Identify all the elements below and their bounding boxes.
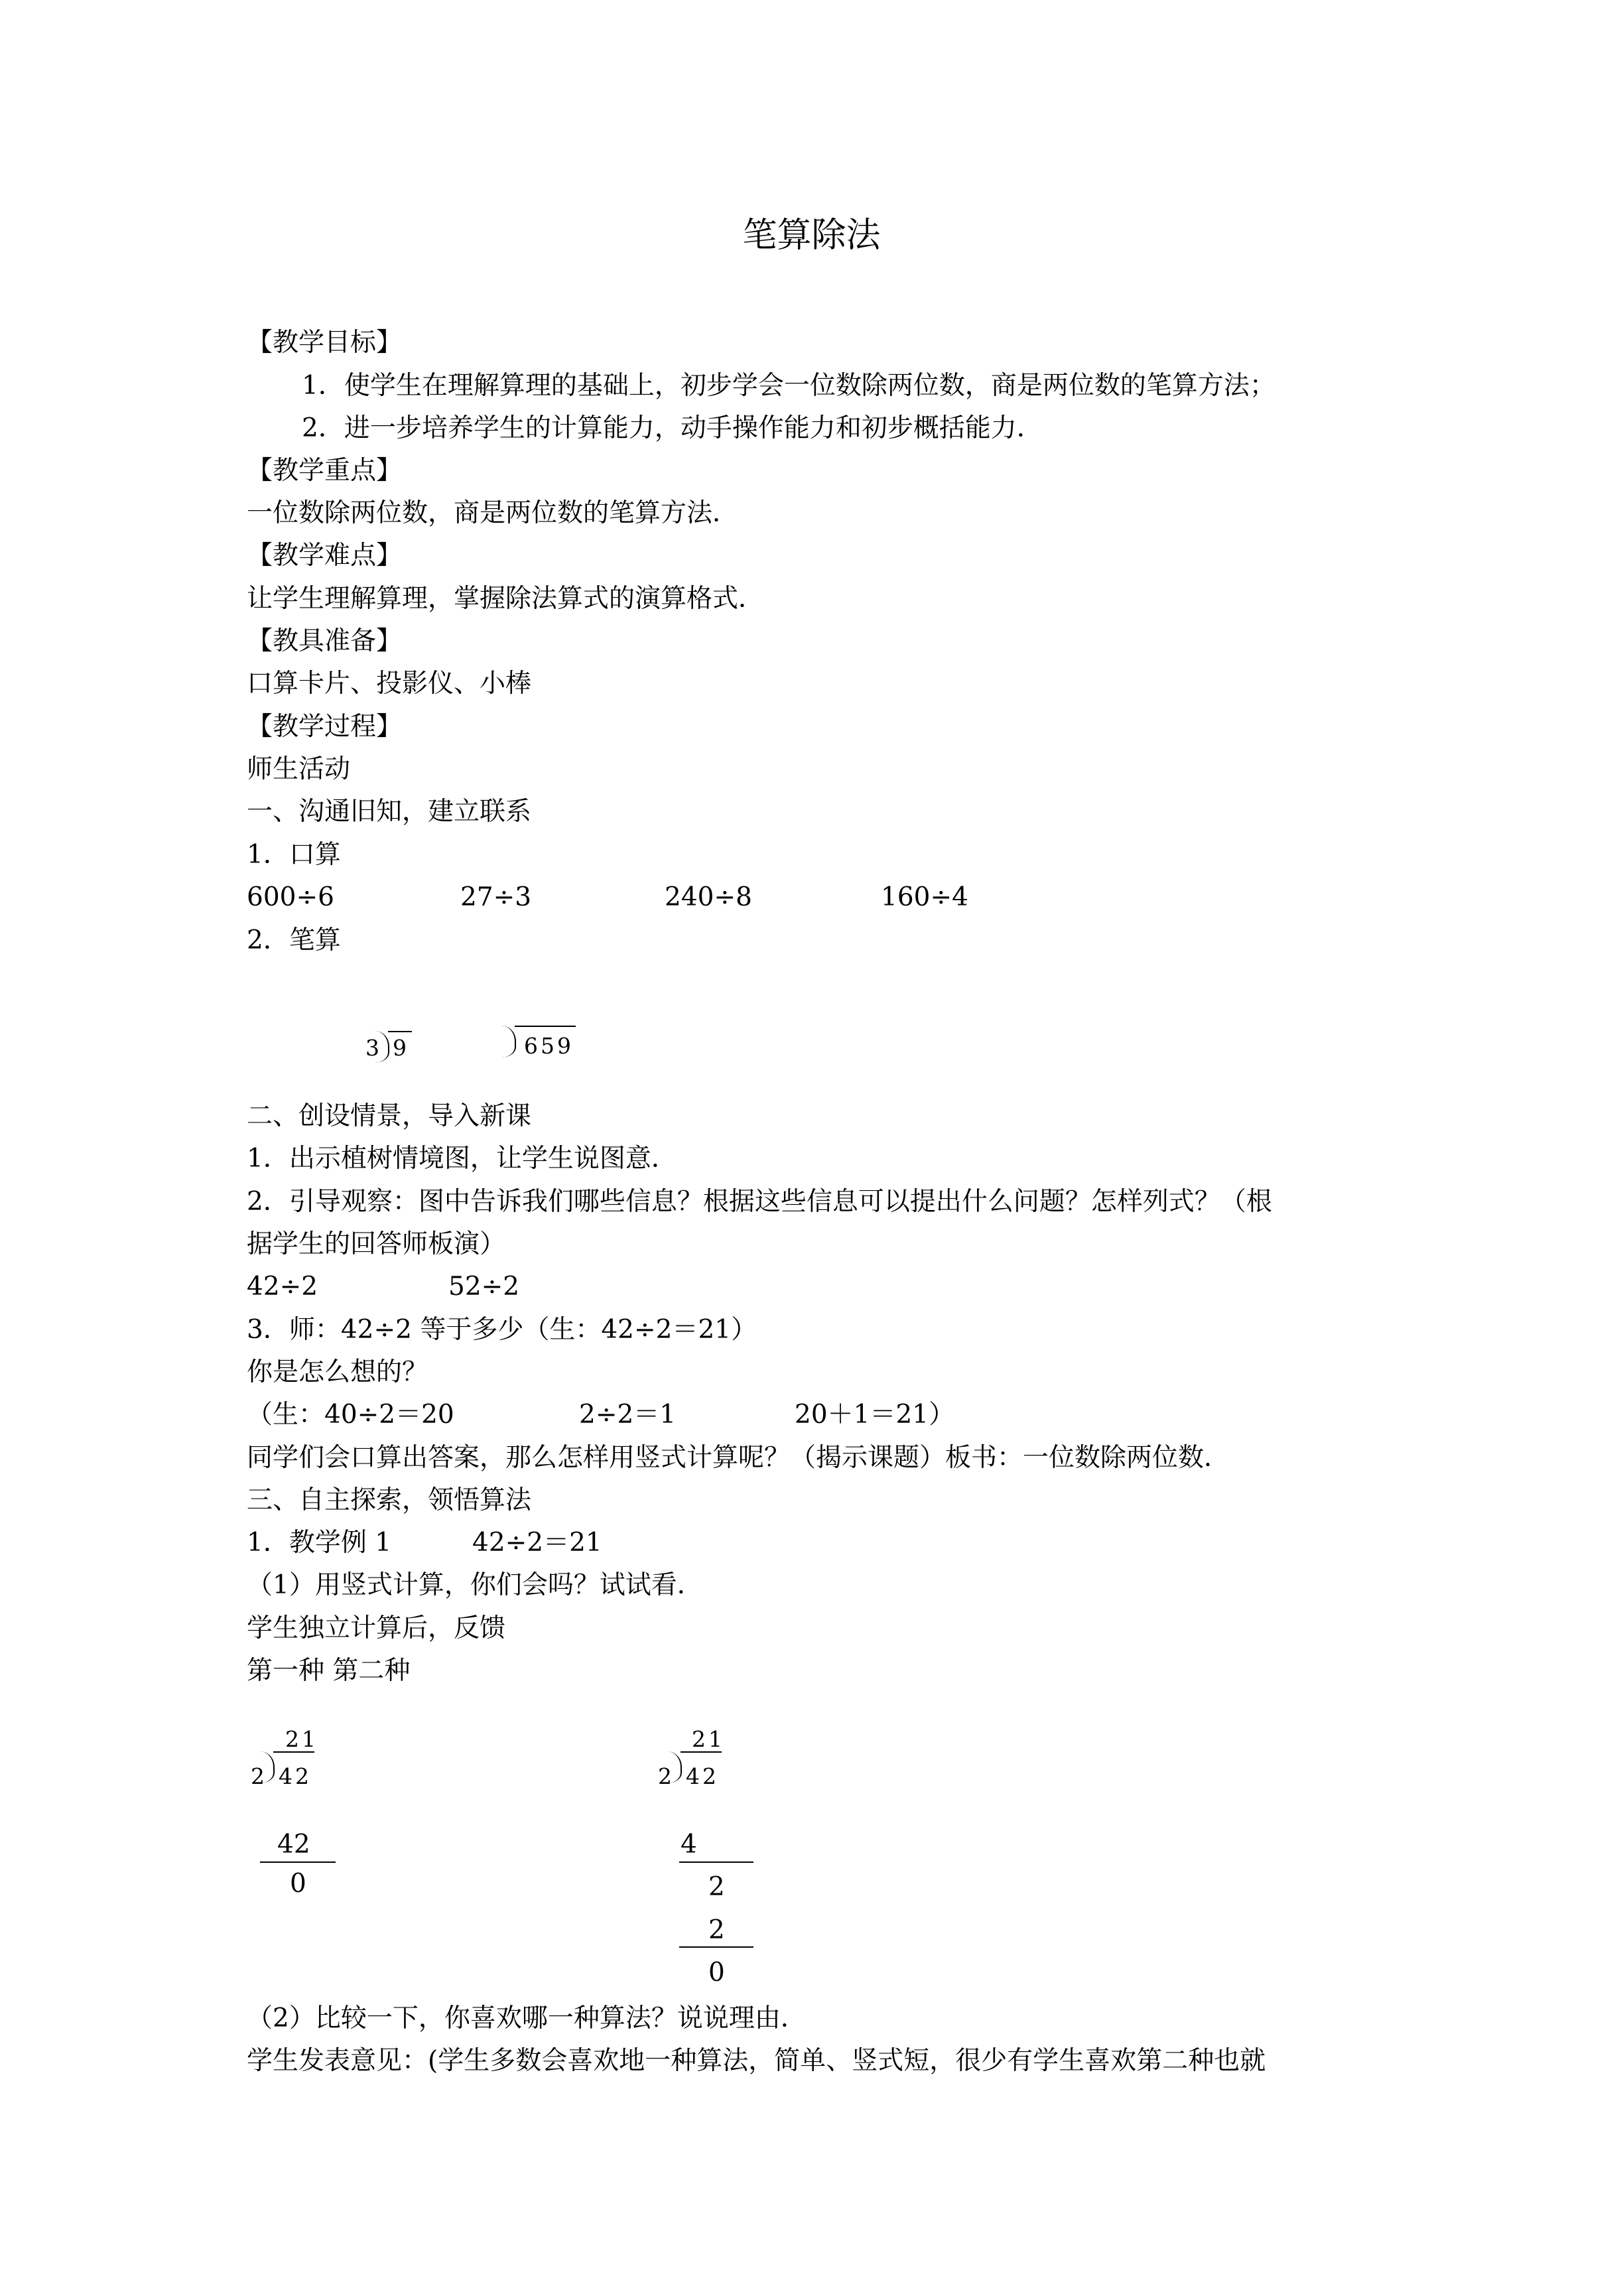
division-bracket [667, 1751, 682, 1783]
expression: 42÷2 [247, 1272, 318, 1302]
part3-opinion: 学生发表意见：(学生多数会喜欢地一种算法，简单、竖式短，很少有学生喜欢第二种也就 [247, 2046, 1266, 2076]
division-bracket [260, 1751, 275, 1783]
oral-problem: 600÷6 [247, 882, 334, 912]
difficulty-text: 让学生理解算理，掌握除法算式的演算格式． [247, 584, 765, 614]
part3-heading: 三、自主探索，领悟算法 [247, 1485, 532, 1515]
part2-line2a: 2．引导观察：图中告诉我们哪些信息？根据这些信息可以提出什么问题？怎样列式？（根 [247, 1187, 1272, 1217]
part2-line5: 20＋1＝21） [795, 1400, 955, 1430]
subtraction-line [679, 1946, 753, 1948]
part3-feedback: 学生独立计算后，反馈 [247, 1613, 506, 1643]
oral-problem: 240÷8 [665, 882, 752, 912]
oral-problem: 160÷4 [881, 882, 968, 912]
activity-label: 师生活动 [247, 754, 351, 784]
written-label: 2．笔算 [247, 925, 341, 955]
page-title: 笔算除法 [742, 216, 881, 255]
long-division-divisor: 2 [251, 1763, 265, 1789]
long-division-divisor: 2 [658, 1763, 672, 1789]
long-division-dividend: 42 [279, 1763, 312, 1789]
division-bar [388, 1031, 412, 1032]
tools-text: 口算卡片、投影仪、小棒 [247, 669, 532, 699]
division-bracket [501, 1026, 516, 1057]
part2-line5: 2÷2＝1 [579, 1400, 677, 1430]
subtraction-line [260, 1861, 336, 1863]
division-bracket [375, 1031, 389, 1063]
division-dividend: 659 [524, 1033, 574, 1059]
part2-line1: 1．出示植树情境图，让学生说图意． [247, 1144, 677, 1174]
objective-1: 1．使学生在理解算理的基础上，初步学会一位数除两位数，商是两位数的笔算方法； [302, 371, 1275, 401]
key-text: 一位数除两位数，商是两位数的笔算方法． [247, 498, 739, 528]
long-division-subtrahend: 2 [708, 1915, 725, 1945]
key-heading: 【教学重点】 [247, 456, 403, 486]
long-division-quotient: 21 [285, 1726, 318, 1752]
part2-heading: 二、创设情景，导入新课 [247, 1101, 532, 1131]
long-division-subtrahend: 4 [681, 1830, 697, 1859]
oral-label: 1．口算 [247, 840, 341, 870]
objective-2: 2．进一步培养学生的计算能力，动手操作能力和初步概括能力． [302, 413, 1043, 443]
part2-line2b: 据学生的回答师板演） [247, 1229, 506, 1259]
part3-q1: （1）用竖式计算，你们会吗？试试看． [247, 1570, 703, 1600]
division-bar [681, 1751, 722, 1753]
long-division-bring-down: 2 [708, 1872, 725, 1902]
part3-q2: （2）比较一下，你喜欢哪一种算法？说说理由． [247, 2003, 807, 2033]
example-label: 1．教学例 1 [247, 1528, 392, 1558]
subtraction-line [679, 1861, 753, 1863]
expression: 52÷2 [448, 1272, 520, 1302]
example-equation: 42÷2＝21 [472, 1528, 602, 1558]
division-bar [515, 1026, 576, 1027]
division-dividend: 9 [393, 1035, 407, 1061]
long-division-dividend: 42 [686, 1763, 719, 1789]
division-divisor: 3 [365, 1035, 379, 1061]
oral-problem: 27÷3 [460, 882, 532, 912]
long-division-subtrahend: 42 [277, 1830, 310, 1859]
process-heading: 【教学过程】 [247, 712, 403, 742]
part2-line6: 同学们会口算出答案，那么怎样用竖式计算呢？（揭示课题）板书：一位数除两位数． [247, 1443, 1230, 1473]
part2-line4: 你是怎么想的？ [247, 1357, 428, 1387]
division-bar [273, 1751, 314, 1753]
part2-line3: 3．师：42÷2 等于多少（生：42÷2＝21） [247, 1315, 757, 1345]
part1-heading: 一、沟通旧知，建立联系 [247, 797, 532, 827]
objectives-heading: 【教学目标】 [247, 328, 403, 358]
tools-heading: 【教具准备】 [247, 626, 403, 656]
part3-methods: 第一种 第二种 [247, 1656, 411, 1686]
part2-line5: （生：40÷2＝20 [247, 1400, 454, 1430]
difficulty-heading: 【教学难点】 [247, 541, 403, 571]
long-division-remainder: 0 [708, 1958, 725, 1988]
long-division-quotient: 21 [692, 1726, 725, 1752]
long-division-remainder: 0 [290, 1869, 306, 1899]
